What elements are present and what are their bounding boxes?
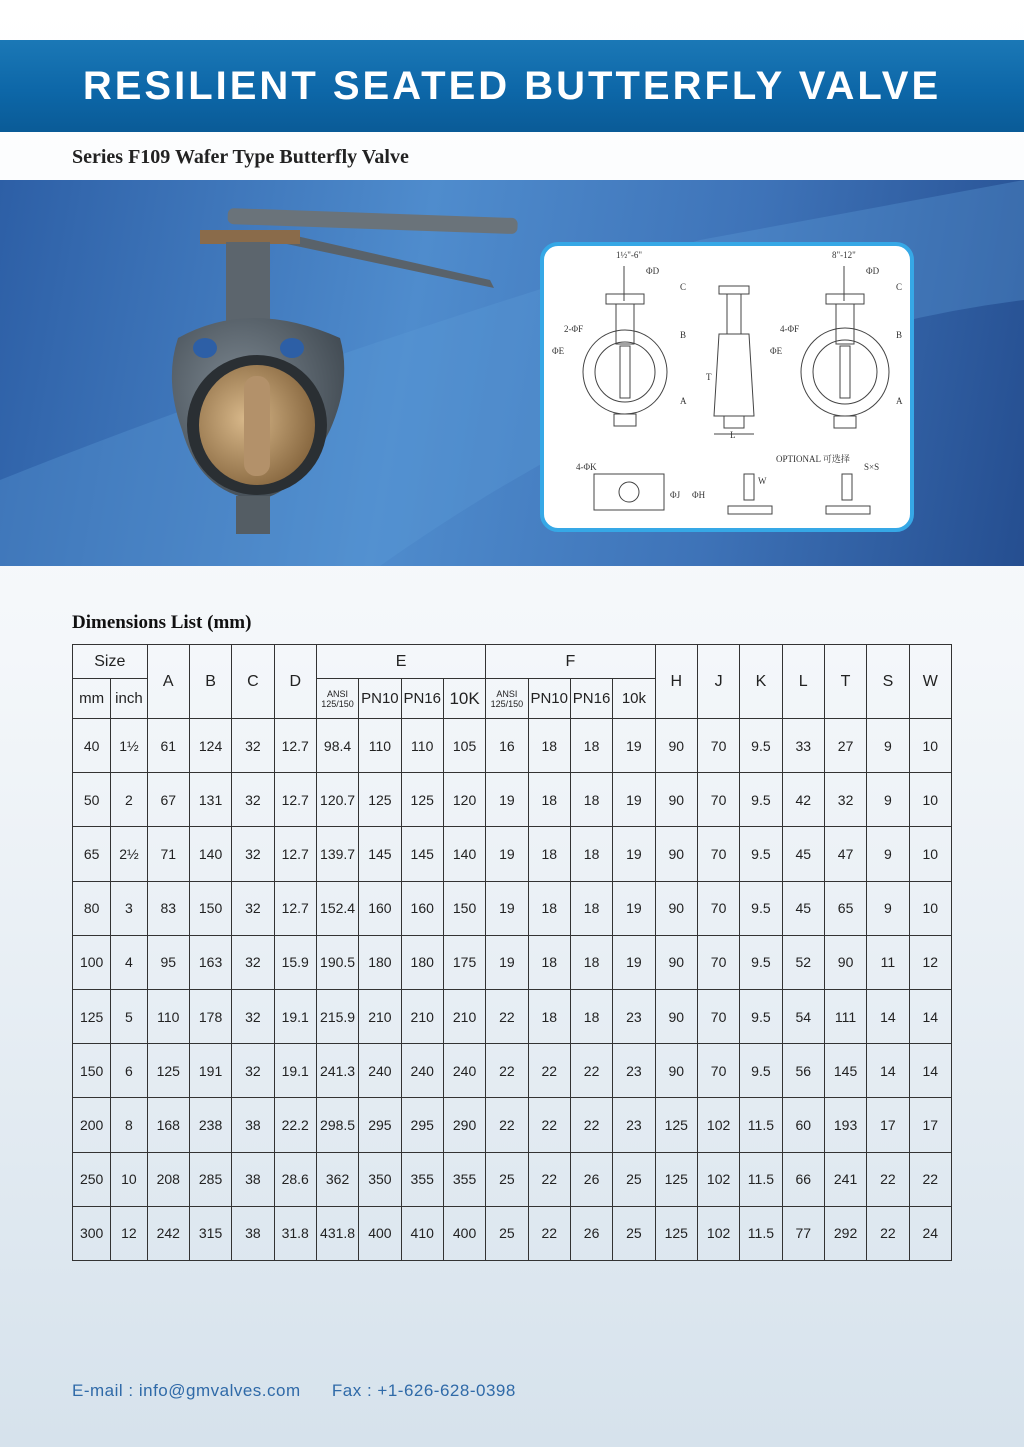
table-cell: 193: [824, 1098, 866, 1152]
dim-label-w: W: [758, 476, 767, 486]
table-cell: 160: [401, 881, 443, 935]
size-range-left-label: 1½"-6": [616, 250, 643, 260]
dim-label-b-left: B: [680, 330, 687, 340]
table-cell: 17: [909, 1098, 951, 1152]
table-cell: 19: [486, 773, 528, 827]
table-cell: 19: [486, 881, 528, 935]
table-cell: 19.1: [274, 989, 316, 1043]
dim-label-f4: 4-ΦF: [780, 324, 800, 334]
dimension-diagram-panel: [540, 242, 914, 532]
header-inch: inch: [111, 679, 147, 719]
table-row: [73, 719, 952, 773]
table-cell: 38: [232, 1098, 274, 1152]
table-cell: 12.7: [274, 773, 316, 827]
table-cell: 70: [697, 1044, 739, 1098]
table-cell: 22: [528, 1206, 570, 1260]
table-cell: 9: [867, 773, 909, 827]
table-cell: 150: [443, 881, 485, 935]
table-cell: 210: [401, 989, 443, 1043]
table-cell: 300: [73, 1206, 111, 1260]
dim-label-d-right: ΦD: [866, 266, 880, 276]
table-cell: 70: [697, 827, 739, 881]
table-cell: 9: [867, 719, 909, 773]
table-cell: 90: [655, 881, 697, 935]
dimensions-table: [72, 644, 952, 1261]
table-cell: 45: [782, 827, 824, 881]
table-cell: 350: [359, 1152, 401, 1206]
product-photo-band: [0, 180, 1024, 566]
table-cell: 50: [73, 773, 111, 827]
table-cell: 9.5: [740, 827, 782, 881]
header-e: E: [316, 645, 485, 679]
table-cell: 210: [359, 989, 401, 1043]
table-cell: 240: [401, 1044, 443, 1098]
table-cell: 290: [443, 1098, 485, 1152]
table-cell: 19: [613, 881, 655, 935]
table-cell: 240: [359, 1044, 401, 1098]
header-e-pn10: PN10: [359, 679, 401, 719]
table-cell: 28.6: [274, 1152, 316, 1206]
header-b: B: [189, 645, 231, 719]
table-cell: 19: [613, 773, 655, 827]
table-cell: 11.5: [740, 1206, 782, 1260]
table-cell: 12.7: [274, 881, 316, 935]
table-cell: 18: [528, 719, 570, 773]
table-cell: 42: [782, 773, 824, 827]
table-cell: 22: [486, 1044, 528, 1098]
table-cell: 125: [655, 1206, 697, 1260]
table-cell: 242: [147, 1206, 189, 1260]
table-cell: 18: [570, 935, 612, 989]
header-s: S: [867, 645, 909, 719]
table-cell: 67: [147, 773, 189, 827]
table-cell: 200: [73, 1098, 111, 1152]
table-cell: 22: [909, 1152, 951, 1206]
table-cell: 16: [486, 719, 528, 773]
table-cell: 125: [401, 773, 443, 827]
table-cell: 25: [613, 1152, 655, 1206]
table-cell: 160: [359, 881, 401, 935]
table-cell: 18: [570, 773, 612, 827]
table-cell: 32: [824, 773, 866, 827]
size-range-right-label: 8"-12": [832, 250, 856, 260]
table-cell: 8: [111, 1098, 147, 1152]
table-cell: 10: [909, 773, 951, 827]
table-cell: 102: [697, 1098, 739, 1152]
table-cell: 215.9: [316, 989, 358, 1043]
header-a: A: [147, 645, 189, 719]
table-cell: 110: [147, 989, 189, 1043]
table-row: [73, 881, 952, 935]
table-cell: 298.5: [316, 1098, 358, 1152]
table-cell: 191: [189, 1044, 231, 1098]
table-cell: 19: [486, 827, 528, 881]
table-cell: 241.3: [316, 1044, 358, 1098]
dim-label-d-left: ΦD: [646, 266, 660, 276]
table-cell: 77: [782, 1206, 824, 1260]
header-f-ansi: ANSI 125/150: [486, 679, 528, 719]
table-cell: 98.4: [316, 719, 358, 773]
table-cell: 22: [867, 1152, 909, 1206]
table-cell: 10: [111, 1152, 147, 1206]
table-cell: 180: [401, 935, 443, 989]
table-cell: 70: [697, 719, 739, 773]
table-cell: 190.5: [316, 935, 358, 989]
table-cell: 15.9: [274, 935, 316, 989]
header-band: [0, 40, 1024, 132]
table-cell: 32: [232, 773, 274, 827]
table-row: [73, 935, 952, 989]
table-cell: 19: [613, 719, 655, 773]
table-cell: 9: [867, 881, 909, 935]
table-cell: 241: [824, 1152, 866, 1206]
dim-label-l: L: [730, 430, 736, 440]
table-cell: 14: [909, 989, 951, 1043]
table-cell: 32: [232, 881, 274, 935]
table-cell: 362: [316, 1152, 358, 1206]
dim-label-h: ΦH: [692, 490, 706, 500]
table-cell: 25: [486, 1152, 528, 1206]
footer-fax: Fax : +1-626-628-0398: [331, 1381, 516, 1400]
dim-label-b-right: B: [896, 330, 903, 340]
table-cell: 18: [528, 989, 570, 1043]
table-cell: 38: [232, 1152, 274, 1206]
table-row: [73, 1044, 952, 1098]
table-cell: 145: [824, 1044, 866, 1098]
table-cell: 175: [443, 935, 485, 989]
table-cell: 18: [570, 989, 612, 1043]
table-cell: 12.7: [274, 719, 316, 773]
table-cell: 61: [147, 719, 189, 773]
table-cell: 100: [73, 935, 111, 989]
table-cell: 125: [359, 773, 401, 827]
table-cell: 18: [528, 881, 570, 935]
table-cell: 19.1: [274, 1044, 316, 1098]
table-row: [73, 1206, 952, 1260]
table-cell: 10: [909, 827, 951, 881]
table-cell: 22: [570, 1044, 612, 1098]
table-cell: 12: [909, 935, 951, 989]
table-cell: 12.7: [274, 827, 316, 881]
table-cell: 18: [528, 827, 570, 881]
table-cell: 22.2: [274, 1098, 316, 1152]
table-cell: 178: [189, 989, 231, 1043]
table-cell: 9.5: [740, 773, 782, 827]
table-cell: 10: [909, 719, 951, 773]
dim-label-c-right: C: [896, 282, 903, 292]
dim-label-a-left: A: [680, 396, 687, 406]
table-cell: 65: [824, 881, 866, 935]
dim-label-j: ΦJ: [670, 490, 681, 500]
table-cell: 70: [697, 881, 739, 935]
header-f-pn16: PN16: [570, 679, 612, 719]
table-cell: 355: [401, 1152, 443, 1206]
dimension-drawing: [544, 246, 910, 528]
table-cell: 3: [111, 881, 147, 935]
footer-email: E-mail : info@gmvalves.com: [72, 1381, 301, 1400]
table-cell: 431.8: [316, 1206, 358, 1260]
table-cell: 32: [232, 719, 274, 773]
table-cell: 31.8: [274, 1206, 316, 1260]
table-cell: 400: [359, 1206, 401, 1260]
table-cell: 54: [782, 989, 824, 1043]
header-e-pn16: PN16: [401, 679, 443, 719]
table-cell: 22: [528, 1044, 570, 1098]
table-cell: 140: [189, 827, 231, 881]
table-cell: 105: [443, 719, 485, 773]
table-cell: 18: [570, 881, 612, 935]
header-e-10k: 10K: [443, 679, 485, 719]
table-cell: 70: [697, 935, 739, 989]
table-cell: 70: [697, 773, 739, 827]
header-c: C: [232, 645, 274, 719]
table-cell: 47: [824, 827, 866, 881]
page-title: RESILIENT SEATED BUTTERFLY VALVE: [82, 63, 942, 108]
table-cell: 9: [867, 827, 909, 881]
table-cell: 139.7: [316, 827, 358, 881]
table-cell: 102: [697, 1152, 739, 1206]
table-cell: 4: [111, 935, 147, 989]
dim-label-e-left: ΦE: [552, 346, 565, 356]
dim-label-s: S×S: [864, 462, 880, 472]
table-cell: 250: [73, 1152, 111, 1206]
table-cell: 295: [359, 1098, 401, 1152]
table-cell: 95: [147, 935, 189, 989]
header-l: L: [782, 645, 824, 719]
dim-label-a-right: A: [896, 396, 903, 406]
table-cell: 125: [655, 1152, 697, 1206]
header-f-pn10: PN10: [528, 679, 570, 719]
table-cell: 125: [655, 1098, 697, 1152]
header-f: F: [486, 645, 655, 679]
table-cell: 168: [147, 1098, 189, 1152]
table-cell: 295: [401, 1098, 443, 1152]
table-cell: 9.5: [740, 881, 782, 935]
table-cell: 140: [443, 827, 485, 881]
table-cell: 22: [528, 1098, 570, 1152]
table-cell: 410: [401, 1206, 443, 1260]
dim-label-k: 4-ΦK: [576, 462, 597, 472]
dimensions-table-body: [73, 719, 952, 1261]
table-cell: 152.4: [316, 881, 358, 935]
table-cell: 120.7: [316, 773, 358, 827]
table-cell: 150: [73, 1044, 111, 1098]
table-cell: 124: [189, 719, 231, 773]
table-cell: 238: [189, 1098, 231, 1152]
header-t: T: [824, 645, 866, 719]
table-cell: 90: [655, 827, 697, 881]
series-subtitle: Series F109 Wafer Type Butterfly Valve: [72, 146, 409, 168]
table-cell: 2: [111, 773, 147, 827]
table-cell: 22: [486, 989, 528, 1043]
table-cell: 240: [443, 1044, 485, 1098]
header-size: Size: [73, 645, 148, 679]
table-cell: 400: [443, 1206, 485, 1260]
header-j: J: [697, 645, 739, 719]
table-row: [73, 1152, 952, 1206]
table-cell: 71: [147, 827, 189, 881]
table-cell: 70: [697, 989, 739, 1043]
table-cell: 180: [359, 935, 401, 989]
table-cell: 18: [570, 719, 612, 773]
table-cell: 292: [824, 1206, 866, 1260]
table-cell: 111: [824, 989, 866, 1043]
table-cell: 23: [613, 1098, 655, 1152]
table-cell: 2½: [111, 827, 147, 881]
table-cell: 125: [73, 989, 111, 1043]
table-cell: 210: [443, 989, 485, 1043]
table-cell: 18: [570, 827, 612, 881]
table-cell: 110: [401, 719, 443, 773]
table-cell: 32: [232, 989, 274, 1043]
dim-label-c-left: C: [680, 282, 687, 292]
table-cell: 90: [655, 773, 697, 827]
table-cell: 315: [189, 1206, 231, 1260]
table-cell: 56: [782, 1044, 824, 1098]
header-mm: mm: [73, 679, 111, 719]
table-cell: 60: [782, 1098, 824, 1152]
table-row: [73, 827, 952, 881]
table-cell: 145: [401, 827, 443, 881]
table-row: [73, 989, 952, 1043]
table-cell: 11.5: [740, 1098, 782, 1152]
table-cell: 9.5: [740, 1044, 782, 1098]
table-cell: 22: [570, 1098, 612, 1152]
table-cell: 150: [189, 881, 231, 935]
table-cell: 6: [111, 1044, 147, 1098]
table-cell: 90: [824, 935, 866, 989]
table-cell: 45: [782, 881, 824, 935]
table-cell: 26: [570, 1206, 612, 1260]
table-cell: 285: [189, 1152, 231, 1206]
table-cell: 17: [867, 1098, 909, 1152]
table-cell: 66: [782, 1152, 824, 1206]
optional-label: OPTIONAL 可选择: [776, 454, 850, 464]
header-w: W: [909, 645, 951, 719]
table-cell: 32: [232, 1044, 274, 1098]
table-cell: 18: [528, 773, 570, 827]
table-cell: 22: [528, 1152, 570, 1206]
table-cell: 120: [443, 773, 485, 827]
table-cell: 14: [867, 989, 909, 1043]
dim-label-t: T: [706, 372, 712, 382]
table-cell: 9.5: [740, 935, 782, 989]
table-cell: 18: [528, 935, 570, 989]
table-cell: 23: [613, 989, 655, 1043]
table-cell: 83: [147, 881, 189, 935]
table-cell: 355: [443, 1152, 485, 1206]
table-cell: 125: [147, 1044, 189, 1098]
table-cell: 19: [486, 935, 528, 989]
table-cell: 25: [486, 1206, 528, 1260]
table-cell: 90: [655, 989, 697, 1043]
header-f-10k: 10k: [613, 679, 655, 719]
table-cell: 27: [824, 719, 866, 773]
dim-label-e-right: ΦE: [770, 346, 783, 356]
table-cell: 9.5: [740, 989, 782, 1043]
table-row: [73, 773, 952, 827]
table-cell: 9.5: [740, 719, 782, 773]
table-cell: 11.5: [740, 1152, 782, 1206]
table-cell: 22: [486, 1098, 528, 1152]
table-cell: 32: [232, 935, 274, 989]
table-cell: 22: [867, 1206, 909, 1260]
table-cell: 1½: [111, 719, 147, 773]
table-cell: 14: [909, 1044, 951, 1098]
table-cell: 23: [613, 1044, 655, 1098]
table-cell: 40: [73, 719, 111, 773]
header-e-ansi: ANSI 125/150: [316, 679, 358, 719]
table-cell: 131: [189, 773, 231, 827]
table-cell: 52: [782, 935, 824, 989]
table-cell: 24: [909, 1206, 951, 1260]
header-d: D: [274, 645, 316, 719]
footer-contact: [72, 1381, 542, 1401]
table-cell: 14: [867, 1044, 909, 1098]
table-cell: 90: [655, 1044, 697, 1098]
table-cell: 10: [909, 881, 951, 935]
table-cell: 33: [782, 719, 824, 773]
table-cell: 163: [189, 935, 231, 989]
table-cell: 25: [613, 1206, 655, 1260]
header-h: H: [655, 645, 697, 719]
table-cell: 11: [867, 935, 909, 989]
dimensions-list-title: Dimensions List (mm): [72, 612, 252, 633]
table-cell: 38: [232, 1206, 274, 1260]
table-cell: 145: [359, 827, 401, 881]
header-k: K: [740, 645, 782, 719]
table-cell: 19: [613, 935, 655, 989]
table-cell: 5: [111, 989, 147, 1043]
dim-label-f2: 2-ΦF: [564, 324, 584, 334]
table-cell: 90: [655, 719, 697, 773]
table-cell: 19: [613, 827, 655, 881]
table-row: [73, 1098, 952, 1152]
table-cell: 12: [111, 1206, 147, 1260]
table-cell: 102: [697, 1206, 739, 1260]
table-cell: 65: [73, 827, 111, 881]
table-cell: 208: [147, 1152, 189, 1206]
table-cell: 110: [359, 719, 401, 773]
table-cell: 80: [73, 881, 111, 935]
table-cell: 26: [570, 1152, 612, 1206]
table-cell: 90: [655, 935, 697, 989]
table-cell: 32: [232, 827, 274, 881]
